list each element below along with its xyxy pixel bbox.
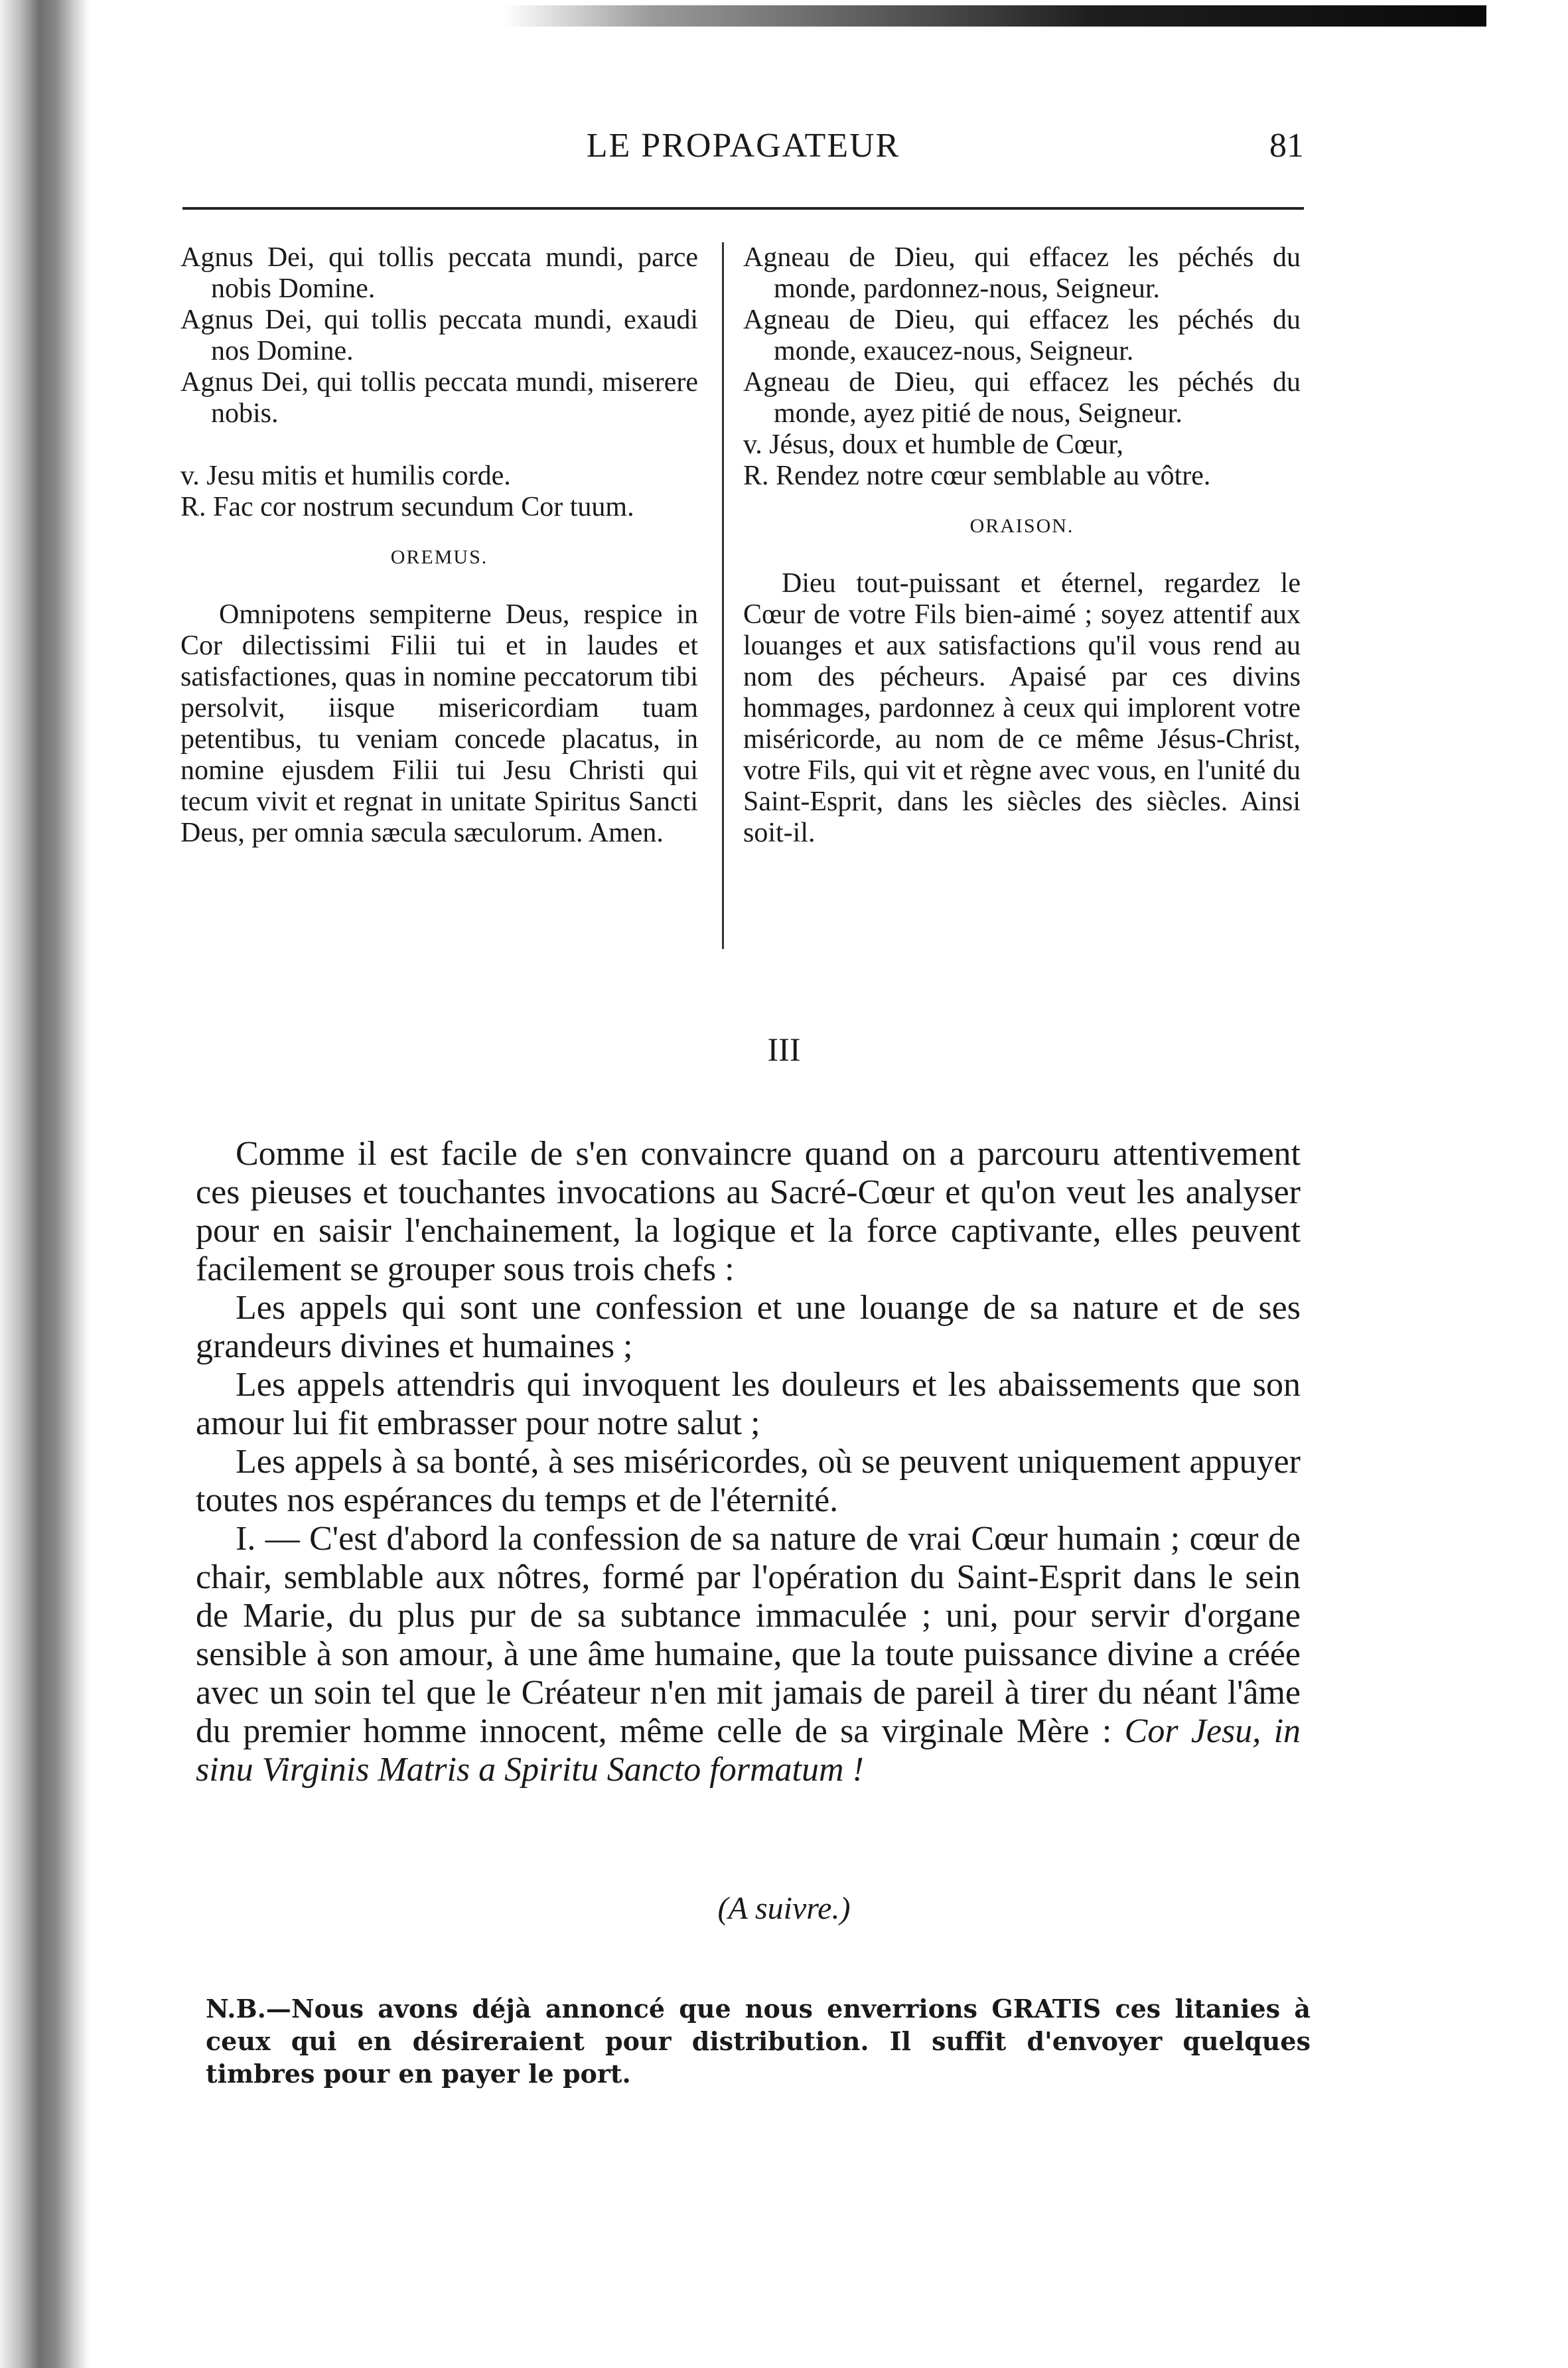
french-response: R. Rendez notre cœur semblable au vôtre. [743,461,1211,491]
section-one-text: I. — C'est d'abord la confession de sa nature de vrai Cœur humain ; cœur de chair, semblable aux nôtres, formé par l'opération du Saint-Esprit dans le sein de Marie, du plus pur de sa subtance immaculée ; uni, pour servir d'organe sensible à son amour, à une âme humaine, que la toute puissance divine a créée avec un soin tel que le Créateur n'en mit jamais de pareil à tirer du néant l'âme du premier homme innocent, même celle de sa virginale Mère : [196,1520,1301,1750]
french-versicle: v. Jésus, doux et humble de Cœur, [743,429,1124,460]
page-number: 81 [1269,127,1304,165]
running-head: LE PROPAGATEUR [586,127,900,165]
latin-column [180,242,698,849]
page-binding-shadow [0,0,90,2368]
column-divider [722,242,724,949]
main-text [196,1135,1301,1789]
paragraph-intro: Comme il est facile de s'en convaincre quand on a parcouru attentivement ces pieuses et touchantes invocations au Sacré-Cœur et qu'on veut les analyser pour en saisir l'enchainement, la logique et la force captivante, elles peuvent facilement se grouper sous trois chefs : [196,1135,1301,1288]
paragraph-third-group: Les appels à sa bonté, à ses miséricordes, où se peuvent uniquement appuyer toutes nos espérances du temps et de l'éternité. [196,1443,1301,1519]
agnus-dei-3: Agnus Dei, qui tollis peccata mundi, miserere nobis. [180,367,698,429]
agnus-dei-1: Agnus Dei, qui tollis peccata mundi, parce nobis Domine. [180,242,698,304]
latin-response: R. Fac cor nostrum secundum Cor tuum. [180,492,634,522]
header-rule [182,207,1304,210]
oraison-heading: ORAISON. [969,515,1074,537]
agneau-de-dieu-2: Agneau de Dieu, qui effacez les péchés du monde, exaucez-nous, Seigneur. [743,305,1301,366]
to-be-continued: (A suivre.) [717,1891,851,1926]
top-edge-shadow [504,5,1486,27]
page-header [182,126,1304,179]
oremus-heading: OREMUS. [390,546,488,568]
paragraph-section-one [196,1520,1301,1789]
agneau-de-dieu-3: Agneau de Dieu, qui effacez les péchés du monde, ayez pitié de nous, Seigneur. [743,367,1301,429]
footnote: N.B.—Nous avons déjà annoncé que nous enverrions GRATIS ces litanies à ceux qui en désireraient pour distribution. Il suffit d'envoyer quelques timbres pour en payer le port. [206,1994,1311,2089]
latin-versicle: v. Jesu mitis et humilis corde. [180,461,511,491]
paragraph-first-group: Les appels qui sont une confession et une louange de sa nature et de ses grandeurs divines et humaines ; [196,1289,1301,1365]
section-number: III [767,1031,801,1068]
agneau-de-dieu-1: Agneau de Dieu, qui effacez les péchés du monde, pardonnez-nous, Seigneur. [743,242,1301,304]
agnus-dei-2: Agnus Dei, qui tollis peccata mundi, exaudi nos Domine. [180,305,698,366]
french-prayer: Dieu tout-puissant et éternel, regardez le Cœur de votre Fils bien-aimé ; soyez attentif aux louanges et aux satisfactions qu'il vous rend au nom des pécheurs. Apaisé par ces divins hommages, pardonnez à ceux qui implorent votre miséricorde, au nom de ce même Jésus-Christ, votre Fils, qui vit et règne avec vous, en l'unité du Saint-Esprit, dans les siècles des siècles. Ainsi soit-il. [743,568,1301,848]
latin-prayer: Omnipotens sempiterne Deus, respice in Cor dilectissimi Filii tui et in laudes et satisfactiones, quas in nomine peccatorum tibi persolvit, iisque misericordiam tuam petentibus, tu veniam concede placatus, in nomine ejusdem Filii tui Jesu Christi qui tecum vivit et regnat in unitate Spiritus Sancti Deus, per omnia sæcula sæculorum. Amen. [180,599,698,848]
french-column [743,242,1301,849]
latin-invocation: Cor Jesu, in sinu Virginis Matris a Spiritu Sancto formatum ! [196,1712,1301,1789]
paragraph-second-group: Les appels attendris qui invoquent les douleurs et les abaissements que son amour lui fit embrasser pour notre salut ; [196,1366,1301,1442]
